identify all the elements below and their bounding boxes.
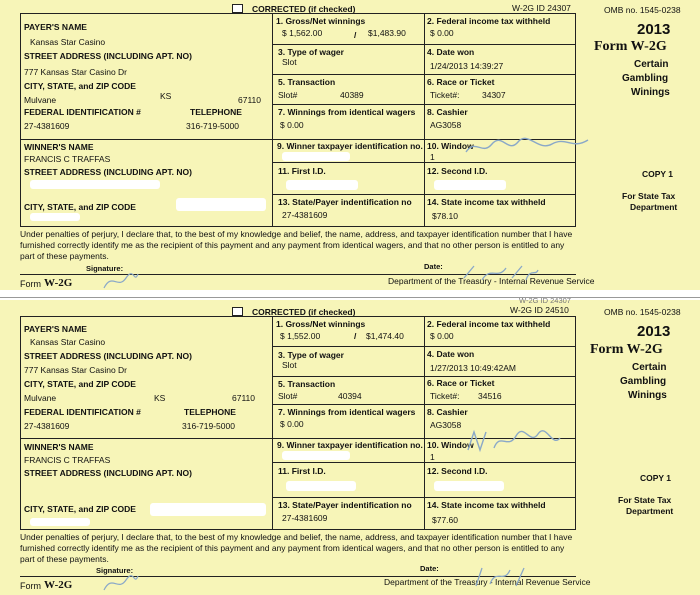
box13-label: 13. State/Payer indentification no [278,197,412,207]
box12-label: 12. Second I.D. [427,466,488,476]
perjury-statement: Under penalties of perjury, I declare that, to the best of my knowledge and belief, the name, address, and taxpayer identification number that I have furnished correctly identify me as the recipient of this payment and any payment from identical wagers, and that no other person is entitled to any part of these payments. [20,532,573,564]
box2-value: $ 0.00 [430,331,454,341]
footer-dept: Department of the Treasury - Internal Revenue Service [388,276,595,286]
box5-label: 5. Transaction [278,379,336,389]
box5-label: 5. Transaction [278,77,336,87]
box6-prefix: Ticket#: [430,90,460,100]
box12-label: 12. Second I.D. [427,166,488,176]
corrected-label: CORRECTED (if checked) [252,307,356,317]
form-id: W-2G ID 24307 [512,3,571,13]
payer-street: 777 Kansas Star Casino Dr [24,67,127,77]
box13-value: 27-4381609 [282,513,328,523]
redaction [434,180,506,190]
payer-city-label: CITY, STATE, and ZIP CODE [24,379,136,389]
form-title-3: Winings [628,390,667,401]
w2g-form-1 [0,0,700,290]
redaction [30,518,90,526]
box13-value: 27-4381609 [282,210,328,220]
footer-form-name: W-2G [44,277,73,289]
handwritten-signature [100,572,140,594]
handwritten-date [470,564,530,590]
phone-label: TELEPHONE [190,107,242,117]
copy-for-1: For State Tax [622,191,676,201]
box7-label: 7. Winnings from identical wagers [278,407,416,417]
tax-year: 2013 [637,323,671,340]
box10-value: 1 [430,152,435,162]
payer-zip: 67110 [238,95,262,105]
phone: 316-719-5000 [182,421,235,431]
fed-id: 27-4381609 [24,121,70,131]
box5-value: 40394 [338,391,362,401]
box4-label: 4. Date won [427,349,475,359]
corrected-checkbox[interactable] [232,307,243,316]
box9-label: 9. Winner taxpayer identification no. [277,141,423,151]
form-title-2: Gambling [622,73,669,84]
date-label: Date: [420,564,439,573]
redaction [282,152,350,161]
form-name: Form W-2G [590,342,663,357]
box14-label: 14. State income tax withheld [427,197,546,207]
fed-id-label: FEDERAL IDENTIFICATION # [24,107,141,117]
box3-label: 3. Type of wager [278,47,344,57]
winner-street-label: STREET ADDRESS (INCLUDING APT. NO) [24,468,192,478]
redaction [282,451,350,460]
box10-label: 10. Window [427,141,474,151]
handwritten-initials [464,428,564,456]
copy-for-1: For State Tax [618,495,672,505]
box1-gross: $ 1,552.00 [280,331,321,341]
box6-label: 6. Race or Ticket [427,378,495,388]
box1-net: $1,483.90 [368,28,406,38]
box1-sep: / [354,30,357,40]
box3-value: Slot [282,360,297,370]
payer-city: Mulvane [24,95,57,105]
box8-value: AG3058 [430,120,462,130]
box8-label: 8. Cashier [427,407,468,417]
redaction [286,481,356,491]
form-title-1: Certain [634,59,669,70]
date-label: Date: [424,262,443,271]
box3-value: Slot [282,57,297,67]
form-title-3: Winings [631,87,670,98]
payer-street: 777 Kansas Star Casino Dr [24,365,127,375]
omb-number: OMB no. 1545-0238 [604,307,681,317]
box6-label: 6. Race or Ticket [427,77,495,87]
copy-label: COPY 1 [642,169,674,179]
payer-state: KS [154,393,166,403]
form-id-ghost: W-2G ID 24307 [519,296,571,305]
corrected-label: CORRECTED (if checked) [252,4,356,14]
redaction [176,198,266,211]
tax-year: 2013 [637,21,671,38]
signature-label: Signature: [86,264,124,273]
box4-label: 4. Date won [427,47,475,57]
corrected-checkbox[interactable] [232,4,243,13]
box14-value: $77.60 [432,515,458,525]
perjury-statement: Under penalties of perjury, I declare that, to the best of my knowledge and belief, the name, address, and taxpayer identification number that I have furnished correctly identify me as the recipient of this payment and any payment from identical wagers, and that no other person is entitled to any part of these payments. [20,229,573,261]
footer-form-word: Form [20,279,41,289]
box14-value: $78.10 [432,211,458,221]
box3-label: 3. Type of wager [278,350,344,360]
box5-prefix: Slot# [278,90,298,100]
w2g-form-2 [0,296,700,591]
fed-id: 27-4381609 [24,421,70,431]
payer-state: KS [160,91,172,101]
payer-name: Kansas Star Casino [30,337,106,347]
payer-city: Mulvane [24,393,57,403]
signature-label: Signature: [96,566,134,575]
payer-zip: 67110 [232,393,256,403]
form-name: Form W-2G [594,39,667,54]
handwritten-signature [100,270,140,292]
box10-value: 1 [430,452,435,462]
box1-gross: $ 1,562.00 [282,28,323,38]
redaction [434,481,504,491]
box6-value: 34516 [478,391,502,401]
copy-for-2: Department [630,202,678,212]
winner-city-label: CITY, STATE, and ZIP CODE [24,504,136,514]
box1-label: 1. Gross/Net winnings [276,16,366,26]
box5-value: 40389 [340,90,364,100]
footer-form-name: W-2G [44,579,73,591]
box8-label: 8. Cashier [427,107,468,117]
winner-street-label: STREET ADDRESS (INCLUDING APT. NO) [24,167,192,177]
box4-value: 1/24/2013 14:39:27 [430,61,504,71]
copy-for-2: Department [626,506,674,516]
phone: 316-719-5000 [186,121,239,131]
form-title-1: Certain [632,362,667,373]
box6-prefix: Ticket#: [430,391,460,401]
page-separator [0,297,700,298]
box2-label: 2. Federal income tax withheld [427,319,551,329]
winner-name: FRANCIS C TRAFFAS [24,154,111,164]
box1-label: 1. Gross/Net winnings [276,319,366,329]
payer-street-label: STREET ADDRESS (INCLUDING APT. NO) [24,351,192,361]
box7-value: $ 0.00 [280,120,304,130]
omb-number: OMB no. 1545-0238 [604,5,681,15]
winner-name-label: WINNER'S NAME [24,142,94,152]
winner-name-label: WINNER'S NAME [24,442,94,452]
box10-label: 10. Window [427,440,474,450]
handwritten-initials [462,134,592,160]
payer-name: Kansas Star Casino [30,37,106,47]
fed-id-label: FEDERAL IDENTIFICATION # [24,407,141,417]
payer-name-label: PAYER'S NAME [24,324,87,334]
box4-value: 1/27/2013 10:49:42AM [430,363,517,373]
box6-value: 34307 [482,90,506,100]
box1-sep: / [354,331,357,341]
footer-form-word: Form [20,581,41,591]
box8-value: AG3058 [430,420,462,430]
box11-label: 11. First I.D. [278,166,326,176]
payer-name-label: PAYER'S NAME [24,22,87,32]
payer-street-label: STREET ADDRESS (INCLUDING APT. NO) [24,51,192,61]
box1-net: $1,474.40 [366,331,404,341]
form-title-2: Gambling [620,376,667,387]
winner-name: FRANCIS C TRAFFAS [24,455,111,465]
handwritten-date [460,262,540,284]
phone-label: TELEPHONE [184,407,236,417]
redaction [286,180,358,190]
footer-dept: Department of the Treasury - Internal Revenue Service [384,577,591,587]
form-id: W-2G ID 24510 [510,305,569,315]
payer-city-label: CITY, STATE, and ZIP CODE [24,81,136,91]
copy-label: COPY 1 [640,473,672,483]
box7-label: 7. Winnings from identical wagers [278,107,416,117]
box9-label: 9. Winner taxpayer identification no. [277,440,423,450]
box2-label: 2. Federal income tax withheld [427,16,551,26]
box13-label: 13. State/Payer indentification no [278,500,412,510]
redaction [150,503,266,516]
redaction [30,213,80,221]
box2-value: $ 0.00 [430,28,454,38]
winner-city-label: CITY, STATE, and ZIP CODE [24,202,136,212]
box7-value: $ 0.00 [280,419,304,429]
box5-prefix: Slot# [278,391,298,401]
redaction [30,180,160,189]
box11-label: 11. First I.D. [278,466,326,476]
box14-label: 14. State income tax withheld [427,500,546,510]
